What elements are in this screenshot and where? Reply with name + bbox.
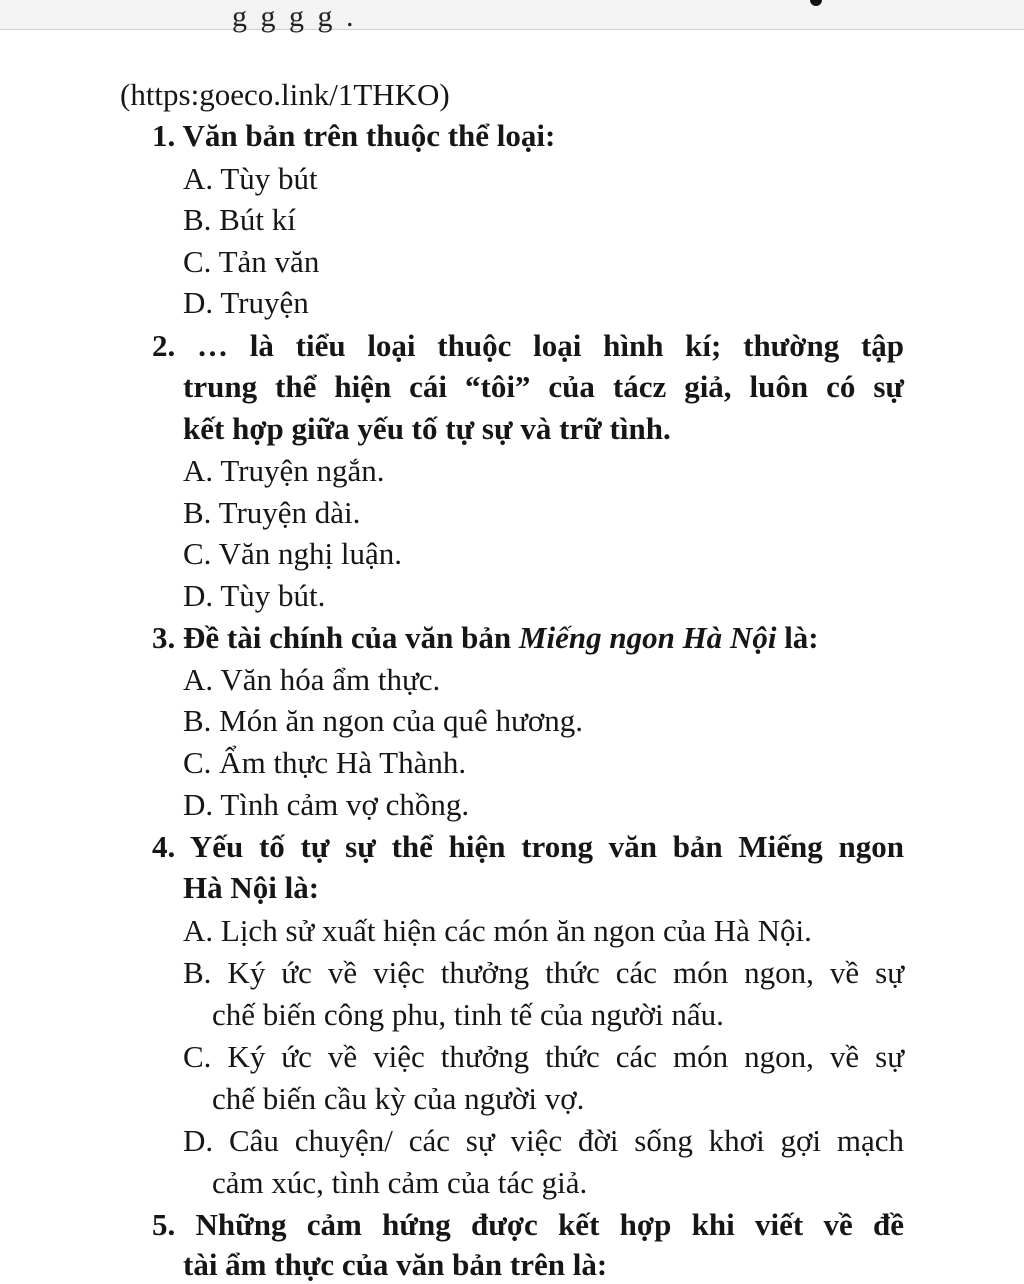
q3-option-d: D. Tình cảm vợ chồng.: [183, 787, 470, 822]
q4-option-c-line-1: C. Ký ức về việc thưởng thức các món ngon, về sự: [183, 1039, 904, 1074]
question-1: [152, 117, 555, 155]
question-2-line-1: [152, 327, 904, 365]
question-1-number: 1.: [152, 118, 176, 153]
q4-option-d-line-1: D. Câu chuyện/ các sự việc đời sống khơi gợi mạch: [183, 1123, 904, 1158]
question-5-number: 5.: [152, 1207, 176, 1242]
q4-option-c-line-2: chế biến cầu kỳ của người vợ.: [212, 1081, 585, 1116]
question-4-line-1: [152, 828, 904, 866]
q1-option-a: A. Tùy bút: [183, 161, 318, 196]
question-3: [152, 619, 819, 657]
question-5-stem-1: Những cảm hứng được kết hợp khi viết về đề: [195, 1207, 904, 1242]
question-2-stem-2: trung thể hiện cái “tôi” của tácz giả, luôn có sự: [183, 369, 904, 404]
q3-option-c: C. Ẩm thực Hà Thành.: [183, 745, 467, 780]
q3-option-a: A. Văn hóa ẩm thực.: [183, 662, 441, 697]
question-4-number: 4.: [152, 829, 176, 864]
question-4-stem-1: Yếu tố tự sự thể hiện trong văn bản Miếng ngon: [189, 829, 904, 864]
q2-option-a: A. Truyện ngắn.: [183, 453, 385, 488]
q3-option-b: B. Món ăn ngon của quê hương.: [183, 703, 583, 738]
question-5-line-1: [152, 1206, 904, 1244]
q2-option-c: C. Văn nghị luận.: [183, 536, 402, 571]
question-2-number: 2.: [152, 328, 176, 363]
q4-option-a: A. Lịch sử xuất hiện các món ăn ngon của Hà Nội.: [183, 913, 812, 948]
q4-option-d-line-2: cảm xúc, tình cảm của tác giả.: [212, 1165, 588, 1200]
question-3-stem-after: là:: [776, 620, 819, 655]
question-3-stem-before: Đề tài chính của văn bản: [183, 620, 519, 655]
q2-option-d: D. Tùy bút.: [183, 578, 326, 613]
source-link: (https:goeco.link/1THKO): [120, 77, 450, 112]
q1-option-d: D. Truyện: [183, 285, 309, 320]
question-1-stem: Văn bản trên thuộc thể loại:: [182, 118, 556, 153]
q1-option-c: C. Tản văn: [183, 244, 320, 279]
q1-option-b: B. Bút kí: [183, 202, 296, 237]
cut-off-text: g g g g .: [232, 0, 357, 33]
question-5-stem-2: tài ẩm thực của văn bản trên là:: [183, 1247, 608, 1282]
dot-icon: [810, 0, 822, 6]
q2-option-b: B. Truyện dài.: [183, 495, 361, 530]
question-4-stem-2: Hà Nội là:: [183, 870, 320, 905]
q4-option-b-line-1: B. Ký ức về việc thưởng thức các món ngon, về sự: [183, 955, 904, 990]
question-2-stem-1: … là tiểu loại thuộc loại hình kí; thường tập: [197, 328, 905, 363]
question-3-title: Miếng ngon Hà Nội: [518, 620, 777, 655]
cut-off-previous-line: [232, 0, 576, 36]
question-3-number: 3.: [152, 620, 176, 655]
question-2-stem-3: kết hợp giữa yếu tố tự sự và trữ tình.: [183, 411, 671, 446]
q4-option-b-line-2: chế biến công phu, tinh tế của người nấu.: [212, 997, 724, 1032]
